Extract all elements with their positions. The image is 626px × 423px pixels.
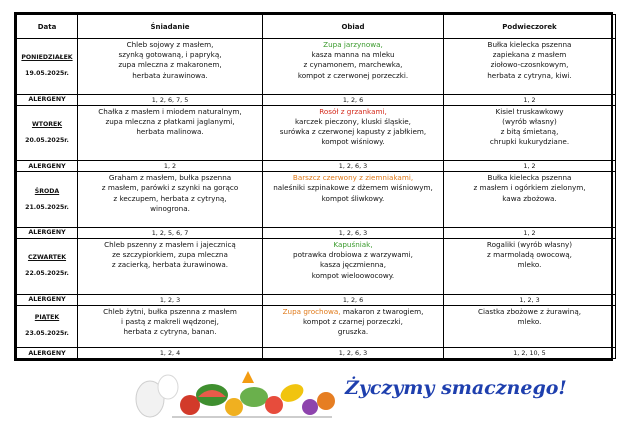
- lunch-line: surówka z czerwonej kapusty z jabłkiem,: [279, 127, 427, 137]
- day-cell: [17, 105, 78, 161]
- lunch-line: kompot wieloowocowy.: [311, 270, 395, 280]
- lunch-line: kasza manna na mleku: [311, 50, 395, 60]
- lunch-line: naleśniki szpinakowe z dżemem wiśniowym,: [273, 183, 433, 193]
- snack-line: z bitą śmietaną,: [500, 127, 559, 137]
- breakfast-line: ze szczypiorkiem, zupa mleczna: [112, 250, 228, 260]
- allergen-values: 1, 2, 5, 6, 7: [78, 227, 263, 238]
- snack-line: Kisiel truskawkowy: [495, 106, 564, 116]
- allergen-values: 1, 2, 3: [444, 294, 616, 305]
- allergen-row: [17, 348, 616, 359]
- lunch-line: kasza jęczmienna,: [319, 260, 386, 270]
- day-row: [17, 39, 616, 95]
- day-date: 20.05.2025r.: [25, 136, 69, 144]
- breakfast-line: winogrona.: [150, 203, 190, 213]
- allergen-values: 1, 2: [444, 227, 616, 238]
- allergen-label: ALERGENY: [17, 94, 78, 105]
- lunch-cell: [263, 39, 444, 95]
- day-date: 22.05.2025r.: [25, 270, 69, 278]
- breakfast-line: Chleb sojowy z masłem,: [126, 40, 214, 49]
- allergen-values: 1, 2, 6, 7, 5: [78, 94, 263, 105]
- breakfast-line: Graham z masłem, bułka pszenna: [108, 173, 232, 183]
- allergen-row: [17, 161, 616, 172]
- breakfast-line: z keczupem, herbata z cytryną,: [113, 193, 227, 203]
- allergen-values: 1, 2, 6: [263, 294, 444, 305]
- day-name: PIĄTEK: [34, 314, 60, 322]
- day-cell: [17, 172, 78, 228]
- weekly-menu-table: [16, 14, 616, 359]
- day-date: 21.05.2025r.: [25, 203, 69, 211]
- snack-cell: [444, 39, 616, 95]
- lunch-line: gruszka.: [337, 326, 369, 336]
- day-name: PONIEDZIAŁEK: [21, 54, 73, 62]
- slogan: Życzymy smacznego!: [345, 377, 567, 399]
- breakfast-line: zupa mleczna z makaronem,: [118, 60, 222, 70]
- breakfast-cell: [78, 305, 263, 347]
- snack-line: ziołowo-czosnkowym,: [490, 60, 569, 70]
- day-date: 19.05.2025r.: [25, 70, 69, 78]
- breakfast-line: Chałka z masłem i miodem naturalnym,: [98, 106, 242, 116]
- snack-line: Bułka kielecka pszenna: [487, 40, 572, 49]
- breakfast-line: herbata malinowa.: [136, 127, 204, 137]
- lunch-cell: [263, 172, 444, 228]
- allergen-label: ALERGENY: [17, 294, 78, 305]
- snack-line: z masłem i ogórkiem zielonym,: [473, 183, 586, 193]
- soup-name: Rosół z grzankami,: [319, 106, 387, 116]
- day-row: [17, 105, 616, 161]
- snack-cell: [444, 238, 616, 294]
- snack-line: (wyrób własny): [502, 116, 557, 126]
- day-cell: [17, 238, 78, 294]
- snack-line: Bułka kielecka pszenna: [487, 173, 572, 183]
- allergen-label: ALERGENY: [17, 161, 78, 172]
- header-row: [17, 15, 616, 39]
- lunch-line: karczek pieczony, kluski śląskie,: [295, 116, 411, 126]
- snack-line: herbata z cytryna, kiwi.: [487, 70, 572, 80]
- header-snack: Podwieczorek: [444, 15, 616, 39]
- lunch-cell: [263, 305, 444, 347]
- breakfast-cell: [78, 105, 263, 161]
- day-cell: [17, 39, 78, 95]
- snack-cell: [444, 305, 616, 347]
- day-date: 23.05.2025r.: [25, 330, 69, 338]
- lunch-line: kompot z czerwonej porzeczki.: [297, 70, 409, 80]
- menu-table-frame: [14, 12, 613, 361]
- breakfast-line: z zacierką, herbata żurawinowa.: [111, 260, 229, 270]
- lunch-line: z cynamonem, marchewka,: [303, 60, 403, 70]
- snack-line: kawa zbożowa.: [502, 193, 557, 203]
- breakfast-line: z masłem, parówki z szynki na gorąco: [101, 183, 239, 193]
- snack-line: chrupki kukurydziane.: [489, 137, 570, 147]
- day-name: WTOREK: [31, 120, 63, 128]
- menu-body: [17, 39, 616, 359]
- lunch-line: kompot wiśniowy.: [321, 137, 385, 147]
- lunch-line: potrawka drobiowa z warzywami,: [293, 250, 413, 260]
- day-name: ŚRODA: [34, 187, 60, 195]
- snack-cell: [444, 105, 616, 161]
- lunch-cell: [263, 238, 444, 294]
- breakfast-cell: [78, 39, 263, 95]
- lunch-line: [265, 307, 441, 317]
- lunch-cell: [263, 105, 444, 161]
- allergen-label: ALERGENY: [17, 227, 78, 238]
- soup-name: Zupa jarzynowa,: [323, 40, 383, 49]
- header-breakfast: Śniadanie: [78, 15, 263, 39]
- breakfast-line: zupa mleczna z płatkami jaglanymi,: [105, 116, 235, 126]
- breakfast-line: Chleb pszenny z masłem i jajecznicą: [104, 239, 236, 249]
- day-name: CZWARTEK: [27, 254, 67, 262]
- snack-line: mleko.: [517, 316, 542, 326]
- allergen-values: 1, 2, 10, 5: [444, 348, 616, 359]
- snack-cell: [444, 172, 616, 228]
- allergen-row: [17, 294, 616, 305]
- allergen-values: 1, 2: [78, 161, 263, 172]
- allergen-values: 1, 2, 6, 3: [263, 161, 444, 172]
- breakfast-line: szynką gotowaną, i papryką,: [118, 50, 222, 60]
- snack-line: Ciastka zbożowe z żurawiną,: [477, 306, 582, 316]
- header-day: Data: [17, 15, 78, 39]
- allergen-values: 1, 2, 6, 3: [263, 348, 444, 359]
- allergen-values: 1, 2: [444, 94, 616, 105]
- header-lunch: Obiad: [263, 15, 444, 39]
- allergen-label: ALERGENY: [17, 348, 78, 359]
- breakfast-line: herbata żurawinowa.: [132, 70, 208, 80]
- breakfast-line: herbata z cytryna, banan.: [123, 326, 217, 336]
- soup-name: Zupa grochowa,: [282, 306, 341, 316]
- snack-line: Rogaliki (wyrób własny): [486, 239, 573, 249]
- allergen-values: 1, 2, 6, 3: [263, 227, 444, 238]
- lunch-line: kompot śliwkowy.: [321, 193, 385, 203]
- soup-name: Barszcz czerwony z ziemniakami,: [292, 173, 414, 183]
- allergen-values: 1, 2: [444, 161, 616, 172]
- breakfast-cell: [78, 238, 263, 294]
- allergen-values: 1, 2, 3: [78, 294, 263, 305]
- day-row: [17, 172, 616, 228]
- day-row: [17, 305, 616, 347]
- breakfast-cell: [78, 172, 263, 228]
- allergen-values: 1, 2, 4: [78, 348, 263, 359]
- snack-line: mleko.: [517, 260, 542, 270]
- allergen-row: [17, 227, 616, 238]
- soup-name: Kapuśniak,: [333, 239, 373, 249]
- snack-line: z marmoladą owocową,: [487, 250, 572, 260]
- allergen-values: 1, 2, 6: [263, 94, 444, 105]
- day-row: [17, 238, 616, 294]
- snack-line: zapiekana z masłem: [492, 50, 567, 60]
- allergen-row: [17, 94, 616, 105]
- day-cell: [17, 305, 78, 347]
- fruit-vegetables-illustration-icon: [132, 365, 342, 421]
- breakfast-line: Chleb żytni, bułka pszenna z masłem: [103, 306, 237, 316]
- breakfast-line: i pastą z makreli wędzonej,: [121, 316, 219, 326]
- lunch-line: kompot z czarnej porzeczki,: [303, 316, 403, 326]
- lunch-line-rest: makaron z twarogiem,: [340, 306, 424, 316]
